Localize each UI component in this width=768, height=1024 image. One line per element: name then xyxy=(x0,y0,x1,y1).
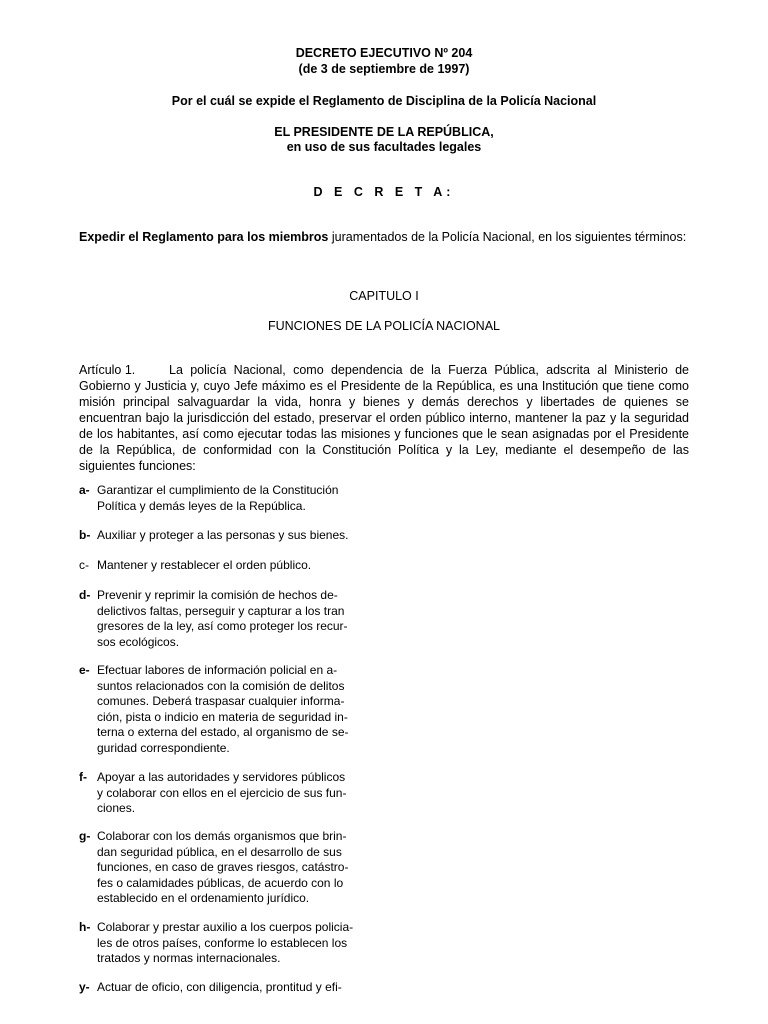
item-letter: g- xyxy=(79,829,91,843)
article-label: Artículo 1. xyxy=(79,363,136,377)
function-item-c xyxy=(79,558,389,574)
decree-subtitle: Por el cuál se expide el Reglamento de Disciplina de la Policía Nacional xyxy=(171,94,597,108)
item-letter: c- xyxy=(79,558,89,572)
article-text: La policía Nacional, como dependencia de la Fuerza Pública, adscrita al Ministerio de Gobierno y Justicia y, cuyo Jefe máximo es el Presidente de la República, es una Institución que tiene como misión principal salvaguardar la vida, honra y bienes y demás derechos y libertades de quienes se encuentran bajo la jurisdicción del estado, preservar el orden público interno, mantener la paz y la seguridad de los habitantes, así como ejecutar todas las misiones y funciones que le sean asignadas por el Presidente de la República, de conformidad con la Constitución Política y la Ley, mediante el desempeño de las siguientes funciones: xyxy=(79,363,689,473)
item-text: Prevenir y reprimir la comisión de hechos de- delictivos faltas, perseguir y capturar a los tran gresores de la ley, así como proteger los recur- sos ecológicos. xyxy=(97,588,348,649)
item-letter: b- xyxy=(79,528,91,542)
item-letter: y- xyxy=(79,980,90,994)
authority-line-1: EL PRESIDENTE DE LA REPÚBLICA, xyxy=(274,125,494,139)
function-item-g xyxy=(79,829,389,907)
item-letter: f- xyxy=(79,770,87,784)
function-item-f xyxy=(79,770,389,817)
item-text: Efectuar labores de información policial en a- suntos relacionados con la comisión de delitos comunes. Deberá traspasar cualquier informa- ción, pista o indicio en materia de seguridad in- terna o externa del estado, al organismo de se- guridad correspondiente. xyxy=(97,663,349,755)
chapter-heading: CAPITULO I xyxy=(349,289,419,303)
authority-line-2: en uso de sus facultades legales xyxy=(286,140,482,154)
decree-date: (de 3 de septiembre de 1997) xyxy=(298,62,470,76)
function-item-y xyxy=(79,980,389,996)
function-item-d xyxy=(79,588,389,650)
item-text: Apoyar a las autoridades y servidores públicos y colaborar con ellos en el ejercicio de sus fun- ciones. xyxy=(97,770,347,815)
item-text: Colaborar con los demás organismos que brin- dan seguridad pública, en el desarrollo de sus funciones, en caso de graves riesgos, catástro- fes o calamidades públicas, de acuerdo con lo establecido en el ordenamiento jurídico. xyxy=(97,829,349,905)
chapter-title: FUNCIONES DE LA POLICÍA NACIONAL xyxy=(267,319,500,333)
item-text: Auxiliar y proteger a las personas y sus bienes. xyxy=(97,528,349,542)
function-item-b xyxy=(79,528,389,544)
intro-bold: Expedir el Reglamento para los miembros xyxy=(79,230,329,244)
item-text: Mantener y restablecer el orden público. xyxy=(97,558,312,572)
function-item-e xyxy=(79,663,389,756)
item-text: Actuar de oficio, con diligencia, prontitud y efi- xyxy=(97,980,342,994)
function-item-h xyxy=(79,920,389,967)
intro-rest: juramentados de la Policía Nacional, en los siguientes términos: xyxy=(328,230,687,244)
item-text: Garantizar el cumplimiento de la Constitución Política y demás leyes de la República. xyxy=(97,483,339,513)
intro-paragraph xyxy=(79,229,688,245)
item-letter: h- xyxy=(79,920,91,934)
item-letter: a- xyxy=(79,483,90,497)
item-letter: e- xyxy=(79,663,90,677)
article-1 xyxy=(79,362,689,474)
decreta-heading: D E C R E T A: xyxy=(313,185,455,199)
item-text: Colaborar y prestar auxilio a los cuerpos policia- les de otros países, conforme lo establecen los tratados y normas internacionales. xyxy=(97,920,354,965)
function-item-a xyxy=(79,483,389,514)
decree-title: DECRETO EJECUTIVO Nº 204 xyxy=(295,46,473,60)
item-letter: d- xyxy=(79,588,91,602)
